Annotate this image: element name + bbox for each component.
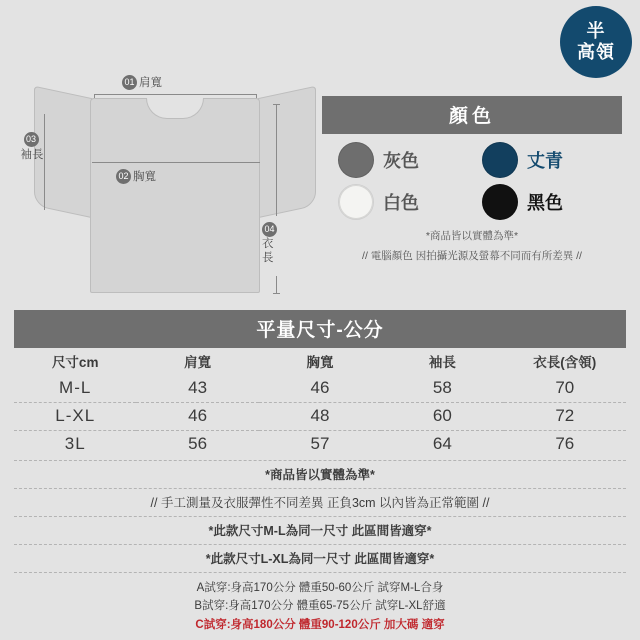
cell-length: 70 <box>555 378 575 397</box>
color-label-gray: 灰色 <box>383 151 419 171</box>
cell-sleeve: 60 <box>432 406 452 425</box>
length-tick-top <box>273 104 280 105</box>
shoulder-dimension-line <box>94 94 256 95</box>
th-chest: 胸寬 <box>306 355 334 370</box>
color-option-black[interactable] <box>472 184 616 220</box>
cell-length: 72 <box>555 406 575 425</box>
length-dimension-line-top <box>276 104 277 216</box>
white-swatch-icon <box>338 184 374 220</box>
th-length: 衣長(含領) <box>533 355 597 370</box>
marker-04: 04 <box>262 222 277 237</box>
note-row-1: *商品皆以實體為準* <box>14 460 626 489</box>
color-panel <box>322 96 622 265</box>
table-header-row <box>14 348 626 375</box>
cell-chest: 57 <box>310 434 330 453</box>
cell-chest: 48 <box>310 406 330 425</box>
garment-diagram <box>20 70 320 300</box>
black-swatch-icon <box>482 184 518 220</box>
color-label-white: 白色 <box>383 193 419 213</box>
label-chest <box>116 168 156 184</box>
note-row-2: // 手工測量及衣服彈性不同差異 正負3cm 以內皆為正常範圍 // <box>14 489 626 517</box>
notes-section <box>14 460 626 573</box>
color-swatch-grid <box>322 134 622 224</box>
label-length-text-1: 衣 <box>262 238 274 250</box>
shirt-body <box>90 98 260 293</box>
label-shoulder <box>122 74 162 90</box>
sleeve-right <box>258 86 316 218</box>
color-label-navy: 丈青 <box>527 151 563 171</box>
cell-shoulder: 46 <box>188 406 208 425</box>
size-table-title: 平量尺寸-公分 <box>14 310 626 348</box>
marker-03: 03 <box>24 132 39 147</box>
cell-length: 76 <box>555 434 575 453</box>
label-chest-text: 胸寬 <box>133 171 156 183</box>
table-row <box>14 403 626 431</box>
th-size: 尺寸cm <box>51 355 99 370</box>
color-option-navy[interactable] <box>472 142 616 178</box>
gray-swatch-icon <box>338 142 374 178</box>
sleeve-dimension-line <box>44 114 45 210</box>
label-length <box>262 222 290 266</box>
note-row-4: *此款尺寸L-XL為同一尺寸 此區間皆適穿* <box>14 545 626 573</box>
size-table <box>14 348 626 458</box>
cell-size: L-XL <box>55 406 96 425</box>
navy-swatch-icon <box>482 142 518 178</box>
size-table-section <box>0 310 640 634</box>
cell-sleeve: 64 <box>432 434 452 453</box>
color-option-white[interactable] <box>328 184 472 220</box>
table-row <box>14 375 626 403</box>
th-shoulder: 肩寬 <box>184 355 212 370</box>
badge-line-1: 半 <box>586 21 606 42</box>
label-sleeve-text: 袖長 <box>20 149 44 162</box>
cell-chest: 46 <box>310 378 330 397</box>
length-tick-bottom <box>273 293 280 294</box>
color-note-1: *商品皆以實體為準* <box>425 230 519 242</box>
note-row-3: *此款尺寸M-L為同一尺寸 此區間皆適穿* <box>14 517 626 545</box>
chest-dimension-line <box>92 162 260 163</box>
upper-section <box>0 0 640 310</box>
length-dimension-line-bottom <box>276 276 277 294</box>
cell-shoulder: 56 <box>188 434 208 453</box>
color-panel-title: 顏色 <box>322 96 622 134</box>
label-sleeve <box>4 132 60 164</box>
cell-sleeve: 58 <box>432 378 452 397</box>
fit-note-c: C試穿:身高180公分 體重90-120公斤 加大碼 適穿 <box>195 618 445 631</box>
marker-02: 02 <box>116 169 131 184</box>
cell-size: 3L <box>64 434 86 453</box>
fit-note-a: A試穿:身高170公分 體重50-60公斤 試穿M-L合身 <box>196 582 444 594</box>
cell-shoulder: 43 <box>188 378 208 397</box>
color-option-gray[interactable] <box>328 142 472 178</box>
label-shoulder-text: 肩寬 <box>139 77 162 89</box>
label-length-text-2: 長 <box>262 252 274 265</box>
fit-note-b: B試穿:身高170公分 體重65-75公斤 試穿L-XL舒適 <box>194 600 446 613</box>
color-note-2: // 電腦顏色 因拍攝光源及螢幕不同而有所差異 // <box>362 250 582 263</box>
th-sleeve: 袖長 <box>428 355 456 370</box>
table-row <box>14 431 626 459</box>
cell-size: M-L <box>59 378 92 397</box>
marker-01: 01 <box>122 75 137 90</box>
badge-line-2: 高領 <box>577 42 615 62</box>
fit-notes-section <box>14 579 626 634</box>
color-label-black: 黑色 <box>527 193 563 213</box>
